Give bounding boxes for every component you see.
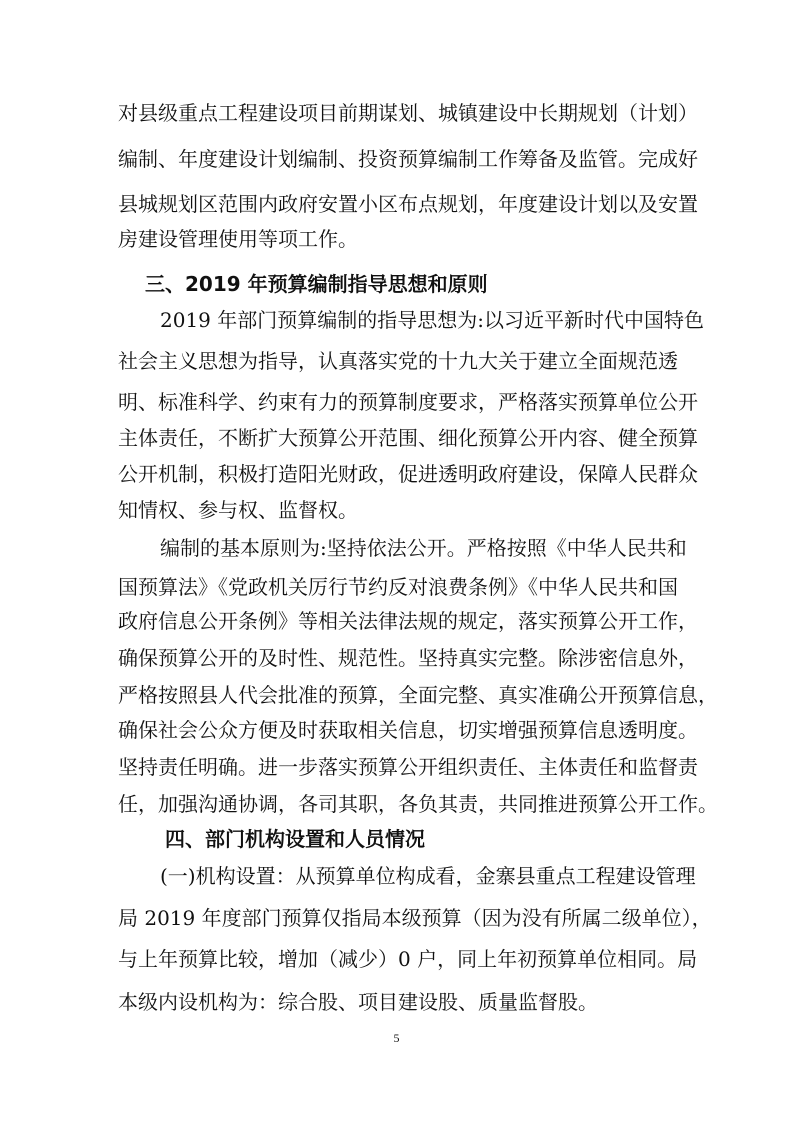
paragraph-3-line-3: 政府信息公开条例》等相关法律法规的规定，落实预算公开工作，	[118, 609, 698, 633]
paragraph-2-line-2: 社会主义思想为指导，认真落实党的十九大关于建立全面规范透	[118, 349, 678, 373]
paragraph-4-line-3: 与上年预算比较，增加（减少）0 户，同上年初预算单位相同。局	[118, 947, 698, 971]
paragraph-2-line-1: 2019 年部门预算编制的指导思想为:以习近平新时代中国特色	[160, 308, 704, 332]
paragraph-1-line-1: 对县级重点工程建设项目前期谋划、城镇建设中长期规划（计划）	[118, 101, 698, 125]
paragraph-3-line-6: 确保社会公众方便及时获取相关信息，切实增强预算信息透明度。	[118, 718, 698, 742]
page-number: 5	[393, 1031, 400, 1045]
paragraph-1-line-4: 房建设管理使用等项工作。	[118, 227, 358, 251]
paragraph-1-line-3: 县城规划区范围内政府安置小区布点规划，年度建设计划以及安置	[118, 192, 698, 216]
paragraph-4-line-1: (一)机构设置：从预算单位构成看，金寨县重点工程建设管理	[160, 864, 696, 888]
paragraph-1-line-2: 编制、年度建设计划编制、投资预算编制工作筹备及监管。完成好	[118, 147, 698, 171]
paragraph-2-line-3: 明、标准科学、约束有力的预算制度要求，严格落实预算单位公开	[118, 390, 698, 414]
paragraph-3-line-7: 坚持责任明确。进一步落实预算公开组织责任、主体责任和监督责	[118, 755, 698, 779]
paragraph-3-line-2: 国预算法》《党政机关厉行节约反对浪费条例》《中华人民共和国	[118, 575, 678, 599]
paragraph-3-line-1: 编制的基本原则为:坚持依法公开。严格按照《中华人民共和	[160, 536, 687, 560]
section-heading-3: 三、2019 年预算编制指导思想和原则	[145, 272, 488, 296]
paragraph-2-line-4: 主体责任，不断扩大预算公开范围、细化预算公开内容、健全预算	[118, 426, 698, 450]
paragraph-4-line-2: 局 2019 年度部门预算仅指局本级预算（因为没有所属二级单位），	[118, 906, 712, 930]
paragraph-3-line-5: 严格按照县人代会批准的预算，全面完整、真实准确公开预算信息，	[118, 683, 718, 707]
paragraph-2-line-6: 知情权、参与权、监督权。	[118, 498, 358, 522]
paragraph-3-line-8: 任，加强沟通协调，各司其职，各负其责，共同推进预算公开工作。	[118, 792, 718, 816]
paragraph-3-line-4: 确保预算公开的及时性、规范性。坚持真实完整。除涉密信息外，	[118, 646, 698, 670]
paragraph-4-line-4: 本级内设机构为：综合股、项目建设股、质量监督股。	[118, 990, 598, 1014]
paragraph-2-line-5: 公开机制，积极打造阳光财政，促进透明政府建设，保障人民群众	[118, 462, 698, 486]
section-heading-4: 四、部门机构设置和人员情况	[165, 827, 425, 851]
